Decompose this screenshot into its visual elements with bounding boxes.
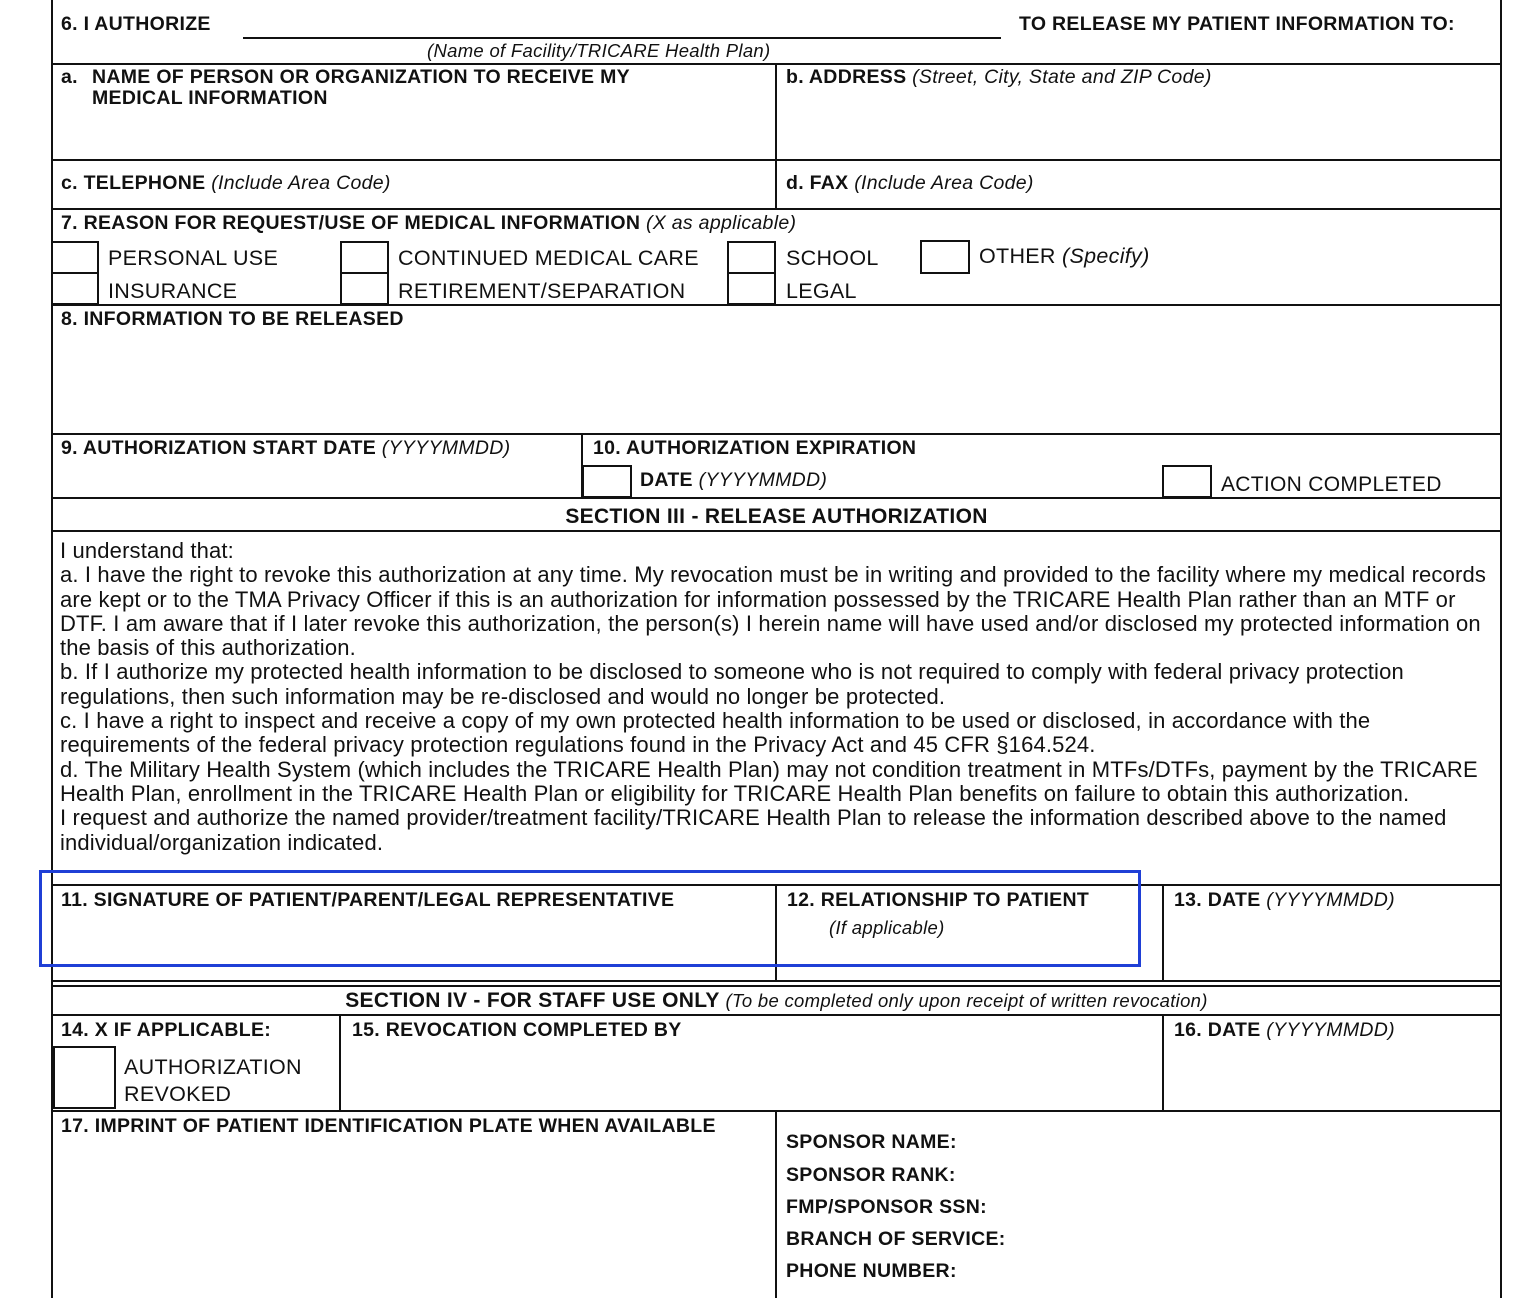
checkbox-other[interactable]	[920, 240, 970, 274]
item13-hint: (YYYYMMDD)	[1266, 889, 1395, 911]
highlight-box	[39, 870, 1141, 967]
item6a-label-line2: MEDICAL INFORMATION	[92, 87, 328, 109]
release-authorization-text	[60, 539, 1492, 875]
rule	[775, 1110, 777, 1298]
rule	[51, 433, 1502, 435]
item6c-field	[61, 174, 391, 194]
section4-title: SECTION IV - FOR STAFF USE ONLY	[345, 989, 720, 1012]
option-insurance: INSURANCE	[108, 279, 238, 303]
item9-hint: (YYYYMMDD)	[381, 437, 511, 459]
item10-date-hint: (YYYYMMDD)	[698, 469, 828, 491]
checkbox-retirement-separation[interactable]	[340, 272, 389, 305]
item17-label: 17. IMPRINT OF PATIENT IDENTIFICATION PLATE WHEN AVAILABLE	[61, 1115, 716, 1137]
checkbox-action-completed[interactable]	[1162, 465, 1212, 498]
item13-field	[1174, 891, 1395, 911]
rule	[51, 985, 1502, 987]
release-to-label: TO RELEASE MY PATIENT INFORMATION TO:	[1019, 13, 1455, 35]
item6b-field	[786, 68, 1212, 88]
checkbox-expiration-date[interactable]	[582, 465, 632, 498]
option-personal-use: PERSONAL USE	[108, 246, 279, 270]
item11-label: 11. SIGNATURE OF PATIENT/PARENT/LEGAL REPRESENTATIVE	[61, 889, 675, 911]
item8-label: 8. INFORMATION TO BE RELEASED	[61, 308, 404, 330]
option-school: SCHOOL	[786, 246, 879, 270]
option-retirement-separation: RETIREMENT/SEPARATION	[398, 279, 686, 303]
rule	[339, 1014, 341, 1111]
item16-label: 16. DATE	[1174, 1019, 1261, 1041]
rule	[1162, 884, 1164, 981]
paragraph-intro: I understand that:	[60, 539, 234, 563]
facility-caption: (Name of Facility/TRICARE Health Plan)	[427, 40, 771, 61]
rule	[51, 497, 1502, 499]
item14-label: 14. X IF APPLICABLE:	[61, 1019, 272, 1041]
revoked-label-line1: AUTHORIZATION	[124, 1055, 302, 1079]
item13-label: 13. DATE	[1174, 889, 1261, 911]
rule	[775, 63, 777, 209]
item7-field	[61, 214, 796, 234]
item6-label: 6. I AUTHORIZE	[61, 13, 211, 35]
action-completed-label: ACTION COMPLETED	[1221, 473, 1442, 496]
option-legal: LEGAL	[786, 279, 857, 303]
revoked-label-line2: REVOKED	[124, 1082, 232, 1106]
checkbox-continued-medical-care[interactable]	[340, 241, 389, 274]
branch-of-service-label: BRANCH OF SERVICE:	[786, 1228, 1006, 1250]
checkbox-school[interactable]	[727, 241, 776, 274]
option-other	[979, 246, 1150, 268]
sponsor-ssn-label: FMP/SPONSOR SSN:	[786, 1196, 987, 1218]
item16-field	[1174, 1021, 1395, 1041]
option-other-hint: (Specify)	[1062, 244, 1150, 268]
paragraph-c: c. I have a right to inspect and receive a copy of my own protected health information to be used or disclosed, in accordance with the requirements of the federal privacy protection regulations found in the Privacy Act and 45 CFR §164.524.	[60, 708, 1371, 758]
item6a-prefix: a.	[61, 66, 78, 88]
checkbox-personal-use[interactable]	[51, 241, 99, 274]
paragraph-b: b. If I authorize my protected health information to be disclosed to someone who is not required to comply with federal privacy protection regulations, then such information may be re-disclosed and would no longer be protected.	[60, 659, 1404, 709]
sponsor-name-label: SPONSOR NAME:	[786, 1131, 957, 1153]
checkbox-legal[interactable]	[727, 272, 776, 305]
signature-date-field[interactable]	[1165, 915, 1499, 978]
item9-label: 9. AUTHORIZATION START DATE	[61, 437, 377, 459]
checkbox-insurance[interactable]	[51, 272, 99, 305]
paragraph-request: I request and authorize the named provider/treatment facility/TRICARE Health Plan to release the information described above to the named individual/organization indicated.	[60, 805, 1447, 855]
rule	[51, 304, 1502, 306]
rule	[1162, 1014, 1164, 1111]
item6d-label: d. FAX	[786, 172, 849, 194]
item10-date-field	[640, 471, 827, 491]
item10-date-label: DATE	[640, 469, 693, 491]
item7-label: 7. REASON FOR REQUEST/USE OF MEDICAL INFORMATION	[61, 212, 641, 234]
item9-field	[61, 439, 510, 459]
item7-hint: (X as applicable)	[645, 212, 797, 234]
item12-label: 12. RELATIONSHIP TO PATIENT	[787, 889, 1090, 911]
option-other-label: OTHER	[979, 244, 1056, 268]
item6c-label: c. TELEPHONE	[61, 172, 206, 194]
rule	[51, 530, 1502, 532]
item15-label: 15. REVOCATION COMPLETED BY	[352, 1019, 682, 1041]
item10-label: 10. AUTHORIZATION EXPIRATION	[593, 437, 917, 459]
item6b-hint: (Street, City, State and ZIP Code)	[912, 66, 1212, 88]
item16-hint: (YYYYMMDD)	[1266, 1019, 1395, 1041]
facility-name-line	[243, 37, 1001, 39]
section4-hint: (To be completed only upon receipt of written revocation)	[725, 990, 1208, 1011]
phone-number-label: PHONE NUMBER:	[786, 1260, 957, 1282]
item6d-field	[786, 174, 1034, 194]
item12-hint: (If applicable)	[829, 917, 945, 938]
item6d-hint: (Include Area Code)	[854, 172, 1034, 194]
item6c-hint: (Include Area Code)	[211, 172, 391, 194]
paragraph-d: d. The Military Health System (which includes the TRICARE Health Plan) may not condition treatment in MTFs/DTFs, payment by the TRICARE Health Plan, enrollment in the TRICARE Health Plan or eligibility for TRICARE Health Plan benefits on failure to obtain this authorization.	[60, 756, 1478, 806]
option-continued-medical-care: CONTINUED MEDICAL CARE	[398, 246, 699, 270]
section3-title: SECTION III - RELEASE AUTHORIZATION	[565, 505, 988, 528]
rule	[51, 1014, 1502, 1016]
section4-header	[51, 990, 1502, 1012]
paragraph-a: a. I have the right to revoke this authorization at any time. My revocation must be in writing and provided to the facility where my medical records are kept or to the TMA Privacy Officer if this is an authorization for information possessed by the TRICARE Health Plan rather than an MTF or DTF. I am aware that if I later revoke this authorization, the person(s) I herein name will have used and/or disclosed my protected information on the basis of this authorization.	[60, 562, 1486, 661]
item6a-label-line1: NAME OF PERSON OR ORGANIZATION TO RECEIVE MY	[92, 66, 630, 88]
sponsor-rank-label: SPONSOR RANK:	[786, 1164, 956, 1186]
checkbox-authorization-revoked[interactable]	[53, 1046, 116, 1109]
item6b-label: b. ADDRESS	[786, 66, 907, 88]
